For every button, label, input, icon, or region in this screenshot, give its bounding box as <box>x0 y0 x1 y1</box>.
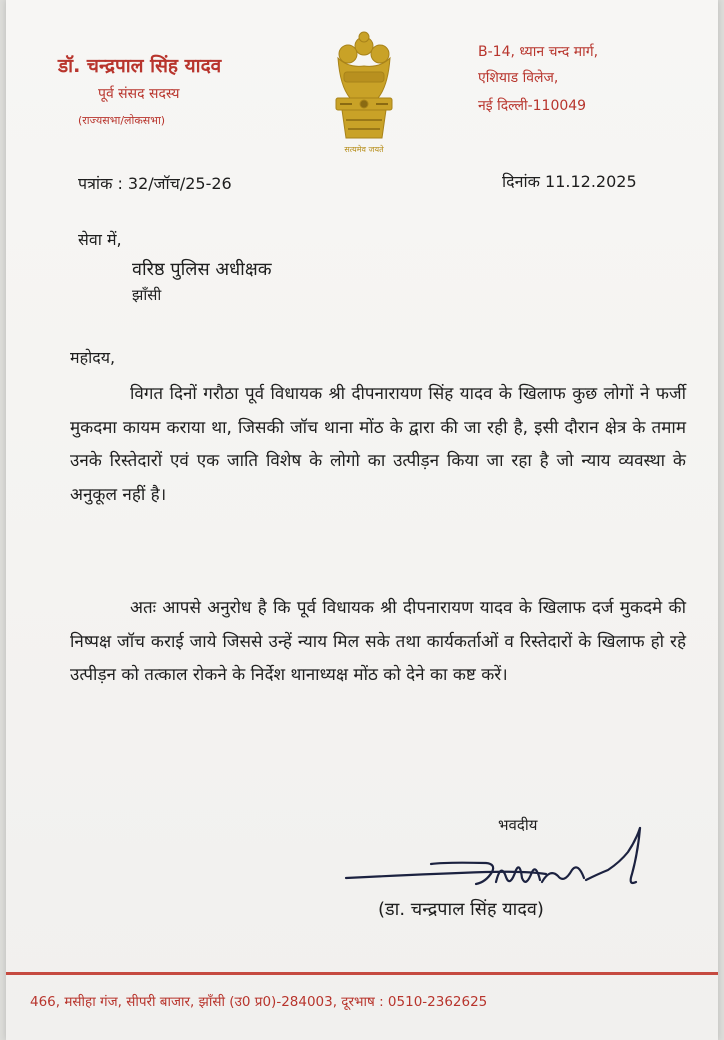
footer-address: 466, मसीहा गंज, सीपरी बाजार, झाँसी (उ0 प्र0)-284003, दूरभाष : 0510-2362625 <box>30 994 488 1010</box>
letterhead-address-line2: एशियाड विलेज, <box>478 70 559 86</box>
footer-divider <box>6 972 718 975</box>
body-paragraph-1: विगत दिनों गरौठा पूर्व विधायक श्री दीपनारायण सिंह यादव के खिलाफ कुछ लोगों ने फर्जी मुकदमा कायम कराया था, जिसकी जॉच थाना मोंठ के द्वारा की जा रही है, इसी दौरान क्षेत्र के तमाम उनके रिस्तेदारों एवं एक जाति विशेष के लोगो का उत्पीड़न किया जा रहा है जो न्याय व्यवस्था के अनुकूल नहीं है। <box>70 384 686 505</box>
addressee-title: वरिष्ठ पुलिस अधीक्षक <box>132 259 272 280</box>
letterhead-address-line1: B-14, ध्यान चन्द मार्ग, <box>478 44 599 60</box>
reference-number: पत्रांक : 32/जॉच/25-26 <box>78 174 232 193</box>
addressee-city: झाँसी <box>132 286 162 304</box>
sign-off: भवदीय <box>498 816 538 834</box>
ashoka-emblem-icon <box>320 28 408 158</box>
emblem-motto: सत्यमेव जयते <box>344 145 384 154</box>
letterhead-name: डॉ. चन्द्रपाल सिंह यादव <box>58 55 222 77</box>
letter-date: दिनांक 11.12.2025 <box>502 172 637 191</box>
letterhead-designation: पूर्व संसद सदस्य <box>98 86 180 102</box>
salutation: महोदय, <box>70 348 116 367</box>
letterhead-address-line3: नई दिल्ली-110049 <box>478 98 587 114</box>
letterhead-house: (राज्यसभा/लोकसभा) <box>78 114 166 127</box>
body-paragraph-2: अतः आपसे अनुरोध है कि पूर्व विधायक श्री दीपनारायण यादव के खिलाफ दर्ज मुकदमे की निष्पक्ष जॉच कराई जाये जिससे उन्हें न्याय मिल सके तथा कार्यकर्ताओं व रिस्तेदारों के खिलाफ हो रहे उत्पीड़न को तत्काल रोकने के निर्देश थानाध्यक्ष मोंठ को देने का कष्ट करें। <box>70 598 686 685</box>
addressee-prefix: सेवा में, <box>78 230 122 249</box>
signatory-name: (डा. चन्द्रपाल सिंह यादव) <box>378 899 544 920</box>
letter-page <box>6 0 718 1040</box>
